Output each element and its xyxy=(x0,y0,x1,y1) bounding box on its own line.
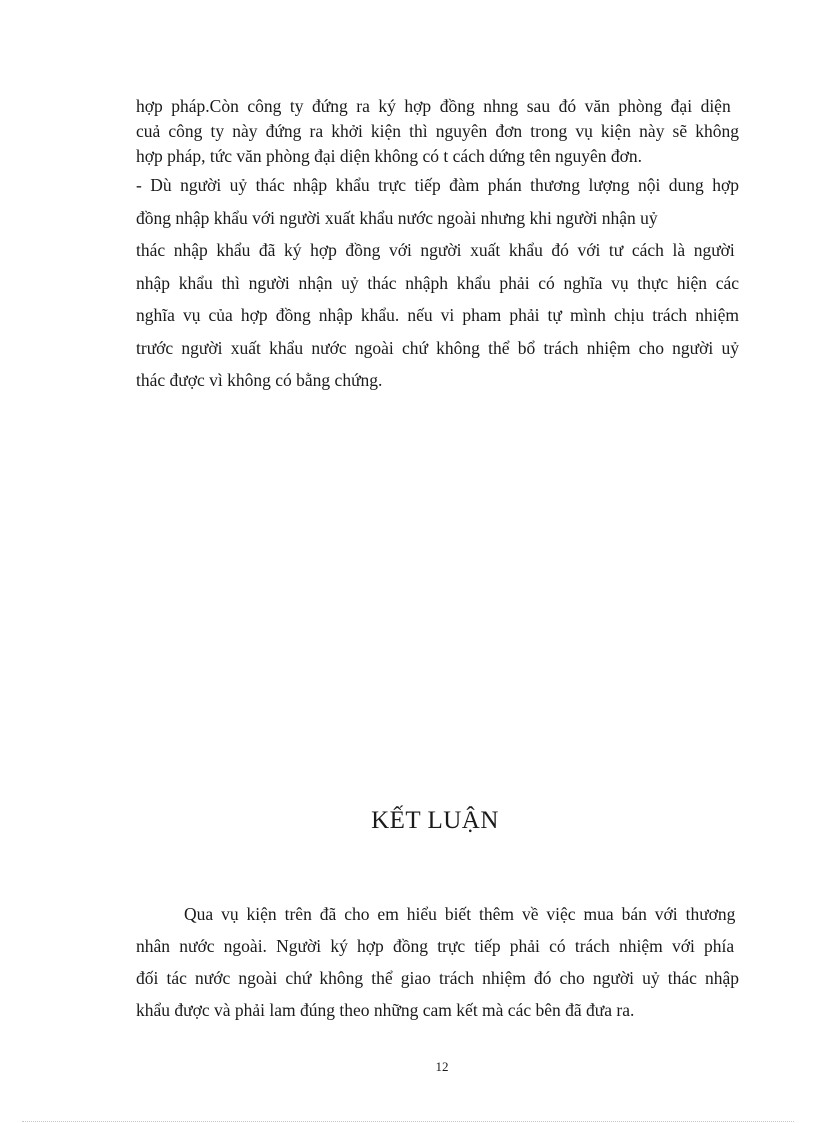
conclusion-paragraph xyxy=(136,898,739,1026)
text-line: cuả công ty này đứng ra khởi kiện thì nguyên đơn trong vụ kiện này sẽ không xyxy=(136,121,739,141)
text-line: nghĩa vụ của hợp đồng nhập khẩu. nếu vi pham phải tự mình chịu trách nhiệm xyxy=(136,305,739,325)
text-line: thác nhập khẩu đã ký hợp đồng với người xuất khẩu đó với tư cách là người xyxy=(136,240,735,260)
text-line: đồng nhập khẩu với người xuất khẩu nước ngoài nhưng khi người nhận uỷ xyxy=(136,207,658,228)
text-line: khẩu được và phải lam đúng theo những cam kết mà các bên đã đưa ra. xyxy=(136,1000,635,1020)
text-line: hợp pháp, tức văn phòng đại diện không có t cách dứng tên nguyên đơn. xyxy=(136,146,642,166)
body-text-block xyxy=(136,94,739,397)
section-heading: KẾT LUẬN xyxy=(371,807,499,834)
text-line: nhân nước ngoài. Người ký hợp đồng trực tiếp phải có trách nhiệm với phía xyxy=(136,936,735,956)
text-line: trước người xuất khẩu nước ngoài chứ không thể bổ trách nhiệm cho người uỷ xyxy=(136,337,739,358)
text-line: nhập khẩu thì người nhận uỷ thác nhậph khẩu phải có nghĩa vụ thực hiện các xyxy=(136,272,739,293)
text-line: đối tác nước ngoài chứ không thể giao trách nhiệm đó cho người uỷ thác nhập xyxy=(136,968,739,988)
footer-divider xyxy=(22,1121,794,1122)
text-line: hợp pháp.Còn công ty đứng ra ký hợp đồng nhng sau đó văn phòng đại diện xyxy=(136,96,731,116)
text-line: thác được vì không có bằng chứng. xyxy=(136,370,383,390)
text-line: - Dù người uỷ thác nhập khẩu trực tiếp đàm phán thương lượng nội dung hợp xyxy=(136,175,739,195)
page-number: 12 xyxy=(435,1059,449,1074)
text-line: Qua vụ kiện trên đã cho em hiểu biết thêm về việc mua bán với thương xyxy=(184,904,736,924)
